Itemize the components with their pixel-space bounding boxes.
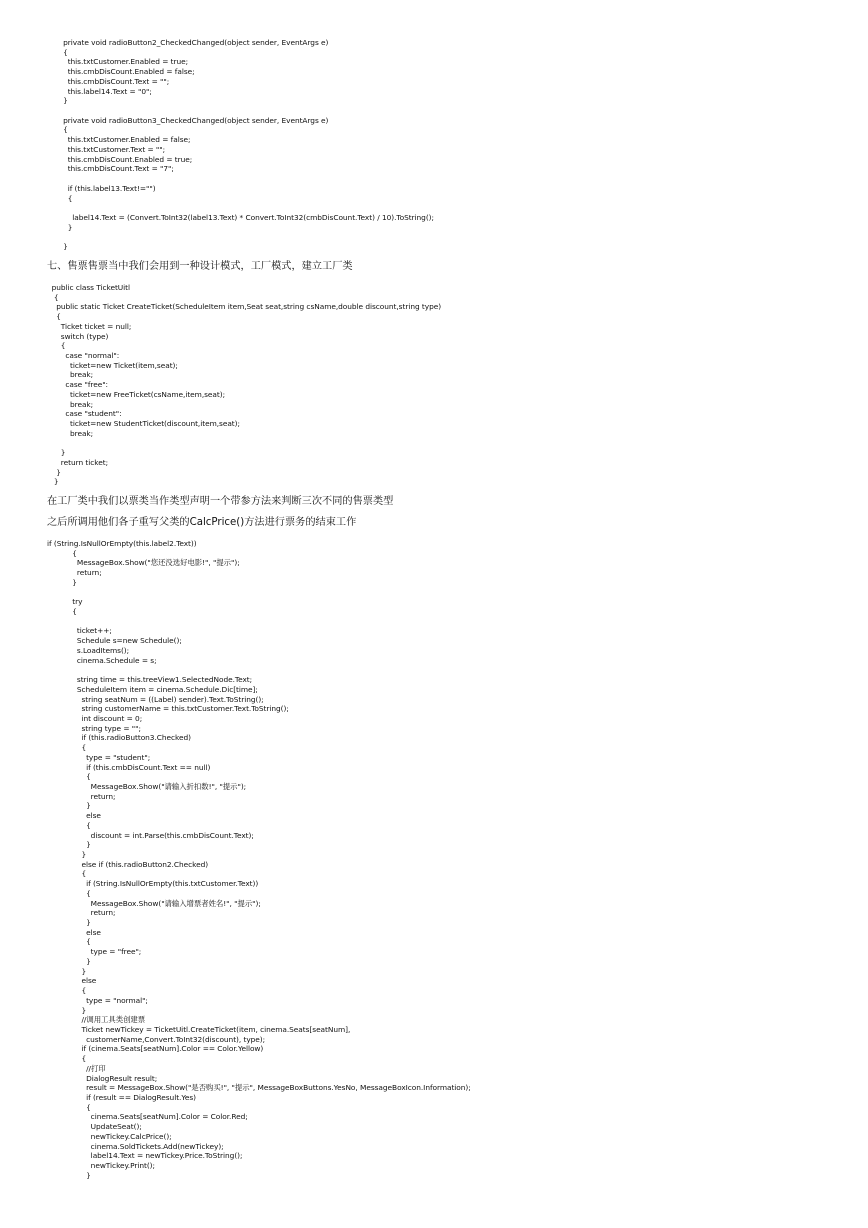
- code-line: else if (this.radioButton2.Checked): [47, 859, 209, 869]
- code-line: case "free":: [47, 380, 108, 390]
- code-line: break;: [47, 370, 94, 380]
- code-line: string seatNum = ((Label) sender).Text.ToString();: [47, 694, 264, 704]
- code-line: this.cmbDisCount.Enabled = true;: [47, 154, 193, 164]
- code-line: }: [47, 96, 68, 106]
- code-line: string customerName = this.txtCustomer.Text.ToString();: [47, 704, 289, 714]
- code-line: if (result == DialogResult.Yes): [47, 1092, 196, 1102]
- code-line: }: [47, 1170, 91, 1180]
- code-line: }: [47, 801, 91, 811]
- heading-factory-pattern: 七、售票售票当中我们会用到一种设计模式，工厂模式，建立工厂类: [47, 261, 353, 272]
- code-line: string type = "";: [47, 723, 141, 733]
- code-line: label14.Text = newTickey.Price.ToString();: [47, 1151, 243, 1161]
- code-line: {: [47, 312, 61, 322]
- code-line: {: [47, 292, 59, 302]
- code-line: switch (type): [47, 331, 109, 341]
- code-line: label14.Text = (Convert.ToInt32(label13.Text) * Convert.ToInt32(cmbDisCount.Text) / 10).ToString();: [47, 212, 434, 222]
- code-line: }: [47, 956, 91, 966]
- code-line: [0, 174, 868, 184]
- code-line: {: [47, 548, 77, 558]
- code-line: {: [47, 607, 77, 617]
- code-line: cinema.SoldTickets.Add(newTickey);: [47, 1141, 224, 1151]
- code-line: {: [47, 820, 91, 830]
- code-line: case "student":: [47, 409, 122, 419]
- code-line: }: [47, 850, 87, 859]
- code-line: int discount = 0;: [47, 713, 143, 723]
- code-line: {: [47, 1054, 87, 1064]
- code-line: type = "free";: [47, 947, 142, 957]
- code-line: if (String.IsNullOrEmpty(this.txtCustomer.Text)): [47, 879, 259, 889]
- code-line: cinema.Schedule = s;: [47, 655, 157, 665]
- code-line: [0, 588, 868, 598]
- code-line: ticket=new FreeTicket(csName,item,seat);: [47, 389, 226, 399]
- code-line: {: [47, 193, 73, 203]
- code-line: ticket=new Ticket(item,seat);: [47, 360, 178, 370]
- code-line: Ticket ticket = null;: [47, 321, 132, 331]
- code-line: this.cmbDisCount.Enabled = false;: [47, 67, 195, 77]
- code-line: [0, 232, 868, 242]
- code-line: ScheduleItem item = cinema.Schedule.Dic[time];: [47, 684, 258, 694]
- code-line: DialogResult result;: [47, 1073, 158, 1083]
- code-line: break;: [47, 428, 94, 438]
- code-line: MessageBox.Show("您还没选好电影!", "提示");: [47, 558, 240, 568]
- code-line: case "normal":: [47, 351, 120, 361]
- code-line: }: [47, 477, 59, 487]
- code-line: }: [47, 840, 91, 850]
- code-line: }: [47, 1005, 87, 1015]
- code-line: type = "student";: [47, 752, 151, 762]
- code-line: else: [47, 811, 101, 821]
- code-line: {: [47, 772, 91, 782]
- code-line: {: [47, 869, 87, 879]
- code-line: {: [47, 341, 66, 351]
- code-line: return;: [47, 568, 102, 578]
- code-line: if (this.radioButton3.Checked): [47, 733, 191, 743]
- code-line: ticket++;: [47, 626, 112, 636]
- code-line: customerName,Convert.ToInt32(discount), type);: [47, 1034, 266, 1044]
- code-line: Ticket newTickey = TicketUitl.CreateTicket(item, cinema.Seats[seatNum],: [47, 1024, 351, 1034]
- code-line: break;: [47, 399, 94, 409]
- code-line: return ticket;: [47, 457, 109, 467]
- paragraph-block: [0, 495, 868, 509]
- code-line: ticket=new StudentTicket(discount,item,seat);: [47, 419, 240, 429]
- code-line: {: [47, 986, 87, 996]
- code-line: }: [47, 242, 68, 252]
- code-line: {: [47, 937, 91, 947]
- code-line: {: [47, 125, 68, 135]
- code-line: type = "normal";: [47, 995, 148, 1005]
- code-line: string time = this.treeView1.SelectedNode.Text;: [47, 675, 253, 685]
- code-line: }: [47, 918, 91, 928]
- code-line: MessageBox.Show("请输入增票者姓名!", "提示");: [47, 898, 261, 908]
- code-line: [0, 106, 868, 116]
- code-line: {: [47, 1102, 91, 1112]
- code-line: cinema.Seats[seatNum].Color = Color.Red;: [47, 1112, 248, 1122]
- code-line: return;: [47, 791, 116, 801]
- code-line: private void radioButton2_CheckedChanged(object sender, EventArgs e): [47, 38, 329, 47]
- code-line: private void radioButton3_CheckedChanged(object sender, EventArgs e): [47, 115, 329, 125]
- code-line: try: [47, 597, 83, 607]
- code-line: Schedule s=new Schedule();: [47, 636, 182, 646]
- code-line: this.label14.Text = "0";: [47, 86, 152, 96]
- code-line: s.LoadItems();: [47, 645, 130, 655]
- code-line: if (cinema.Seats[seatNum].Color == Color.Yellow): [47, 1044, 264, 1054]
- code-block-sell-ticket: [0, 539, 868, 1180]
- code-line: UpdateSeat();: [47, 1122, 142, 1132]
- code-line: //调用工具类创建票: [47, 1015, 146, 1025]
- code-line: return;: [47, 908, 116, 918]
- code-line: discount = int.Parse(this.cmbDisCount.Text);: [47, 830, 254, 840]
- section-heading: [0, 260, 868, 274]
- code-line: [0, 665, 868, 675]
- paragraph-calcprice-explanation: 之后所调用他们各子重写父类的CalcPrice()方法进行票务的结束工作: [47, 517, 357, 528]
- code-line: }: [47, 222, 73, 232]
- code-line: }: [47, 448, 66, 458]
- code-line: if (String.IsNullOrEmpty(this.label2.Text)): [47, 539, 197, 548]
- code-line: [0, 439, 868, 449]
- code-line: }: [47, 577, 77, 587]
- code-line: //打印: [47, 1063, 106, 1073]
- code-line: }: [47, 467, 61, 477]
- paragraph-block: [0, 516, 868, 530]
- code-line: this.txtCustomer.Text = "";: [47, 144, 166, 154]
- code-line: this.txtCustomer.Enabled = true;: [47, 57, 189, 67]
- paragraph-factory-explanation: 在工厂类中我们以票类当作类型声明一个带参方法来判断三次不同的售票类型: [47, 496, 394, 507]
- code-line: [0, 203, 868, 213]
- code-block-radio-handlers: [0, 38, 868, 252]
- code-line: newTickey.Print();: [47, 1161, 155, 1170]
- code-line: {: [47, 743, 87, 753]
- code-line: this.txtCustomer.Enabled = false;: [47, 135, 191, 145]
- code-block-ticket-factory: [0, 283, 868, 487]
- code-line: this.cmbDisCount.Text = "7";: [47, 164, 174, 174]
- code-line: result = MessageBox.Show("是否购买!", "提示", MessageBoxButtons.YesNo, MessageBoxIcon.Information);: [47, 1083, 471, 1093]
- code-line: MessageBox.Show("请输入折扣数!", "提示");: [47, 781, 247, 791]
- code-line: newTickey.CalcPrice();: [47, 1131, 172, 1141]
- code-line: this.cmbDisCount.Text = "";: [47, 76, 170, 86]
- code-line: public class TicketUitl: [47, 283, 131, 292]
- code-line: [0, 617, 868, 627]
- code-line: if (this.cmbDisCount.Text == null): [47, 762, 211, 772]
- code-line: {: [47, 888, 91, 898]
- code-line: {: [47, 47, 68, 57]
- code-line: else: [47, 976, 97, 986]
- code-line: else: [47, 927, 101, 937]
- code-line: }: [47, 966, 87, 976]
- code-line: if (this.label13.Text!=""): [47, 183, 156, 193]
- code-line: public static Ticket CreateTicket(ScheduleItem item,Seat seat,string csName,double discount,string type): [47, 302, 442, 312]
